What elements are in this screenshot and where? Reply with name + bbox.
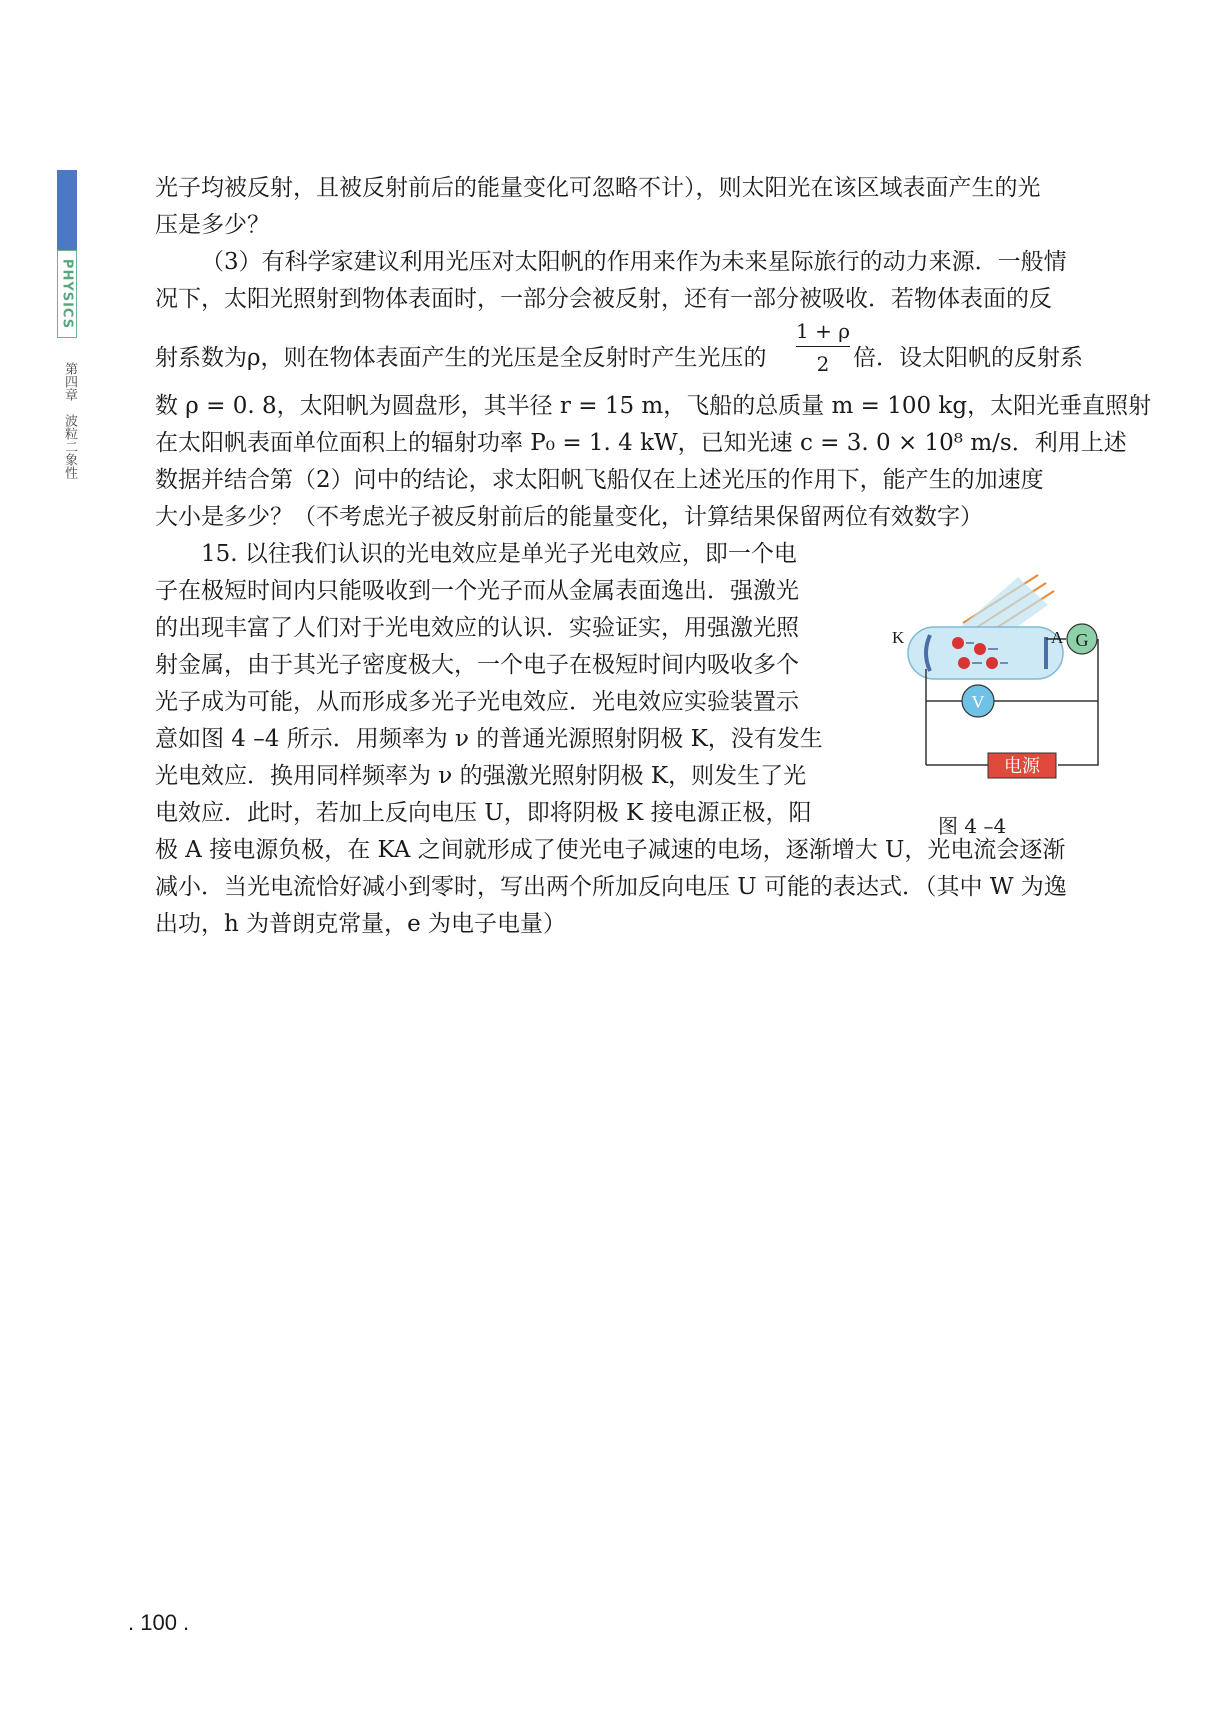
power-source-label: 电源 [1004,756,1040,777]
text-line: 光电效应．换用同样频率为 ν 的强激光照射阴极 K，则发生了光 [155,763,807,789]
figure-caption: 图 4 –4 [938,814,1007,838]
physics-text: PHYSICS [59,258,75,330]
text-line: 电效应．此时，若加上反向电压 U，即将阴极 K 接电源正极，阳 [155,800,812,826]
fraction-numerator: 1 + ρ [796,318,850,347]
page-number: . 100 . [128,1610,190,1635]
text-line: 数据并结合第（2）问中的结论，求太阳帆飞船仅在上述光压的作用下，能产生的加速度 [155,467,1044,493]
photoelectric-circuit-figure [868,565,1108,830]
fraction-line [155,318,1105,388]
text-line: 光子成为可能，从而形成多光子光电效应．光电效应实验装置示 [155,689,799,715]
text-line: 大小是多少？（不考虑光子被反射前后的能量变化，计算结果保留两位有效数字） [155,504,983,530]
text-segment: 倍．设太阳帆的反射系 [853,345,1083,371]
text-line: 况下，太阳光照射到物体表面时，一部分会被反射，还有一部分被吸收．若物体表面的反 [155,286,1052,312]
text-line: 射金属，由于其光子密度极大，一个电子在极短时间内吸收多个 [155,652,799,678]
text-line: 光子均被反射，且被反射前后的能量变化可忽略不计），则太阳光在该区域表面产生的光 [155,175,1041,201]
text-line: 极 A 接电源负极，在 KA 之间就形成了使光电子减速的电场，逐渐增大 U，光电流会逐渐 [155,837,1066,863]
fraction [796,318,850,377]
text-line: 子在极短时间内只能吸收到一个光子而从金属表面逸出．强激光 [155,578,799,604]
text-segment: 射系数为ρ，则在物体表面产生的光压是全反射时产生光压的 [155,345,767,371]
text-line: 出功，h 为普朗克常量，e 为电子电量） [155,911,567,937]
vacuum-tube [908,627,1063,679]
anode [1044,637,1048,669]
text-line: 在太阳帆表面单位面积上的辐射功率 P₀ = 1. 4 kW，已知光速 c = 3. 0 × 10⁸ m/s．利用上述 [155,430,1127,456]
voltmeter-label: V [971,692,985,712]
text-line: （3）有科学家建议利用光压对太阳帆的作用来作为未来星际旅行的动力来源．一般情 [201,249,1067,275]
galvanometer-label: G [1075,630,1089,650]
text-line: 减小．当光电流恰好减小到零时，写出两个所加反向电压 U 可能的表达式．（其中 W 为逸 [155,874,1067,900]
sidebar-color-bar [57,170,77,250]
text-line: 压是多少？ [155,212,270,238]
text-line: 15. 以往我们认识的光电效应是单光子光电效应，即一个电 [201,541,797,567]
anode-label: A [1051,628,1064,647]
fraction-denominator: 2 [816,352,830,376]
text-line: 意如图 4 –4 所示．用频率为 ν 的普通光源照射阴极 K，没有发生 [155,726,823,752]
text-line: 的出现丰富了人们对于光电效应的认识．实验证实，用强激光照 [155,615,799,641]
text-line: 数 ρ = 0. 8，太阳帆为圆盘形，其半径 r = 15 m，飞船的总质量 m = 100 kg，太阳光垂直照射 [155,393,1152,419]
sidebar-physics-label [57,250,77,338]
cathode-label: K [892,628,905,647]
sidebar-chapter-title: 第四章 波粒二象性 [62,362,77,479]
